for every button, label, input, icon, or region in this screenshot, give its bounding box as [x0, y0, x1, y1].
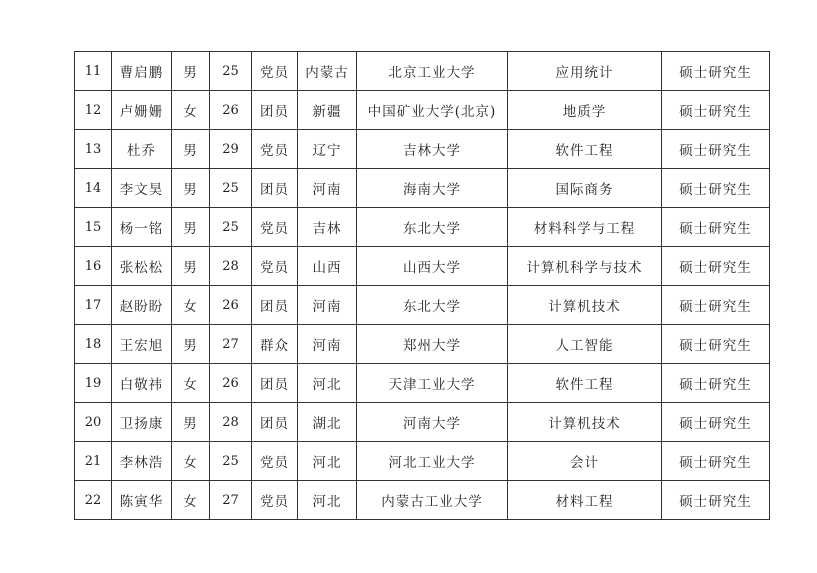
table-row	[75, 403, 770, 442]
major-cell: 地质学	[508, 91, 662, 130]
degree-cell: 硕士研究生	[662, 91, 770, 130]
name-cell: 赵盼盼	[112, 286, 172, 325]
university-cell: 郑州大学	[357, 325, 508, 364]
major-cell: 材料工程	[508, 481, 662, 520]
name-cell: 白敬祎	[112, 364, 172, 403]
political-status-cell: 党员	[252, 442, 298, 481]
hometown-cell: 河北	[298, 364, 357, 403]
gender-cell: 女	[172, 364, 210, 403]
degree-cell: 硕士研究生	[662, 442, 770, 481]
gender-cell: 男	[172, 130, 210, 169]
table-row	[75, 52, 770, 91]
name-cell: 陈寅华	[112, 481, 172, 520]
seq-cell: 11	[75, 52, 112, 91]
university-cell: 天津工业大学	[357, 364, 508, 403]
political-status-cell: 党员	[252, 208, 298, 247]
hometown-cell: 湖北	[298, 403, 357, 442]
hometown-cell: 辽宁	[298, 130, 357, 169]
political-status-cell: 团员	[252, 286, 298, 325]
seq-cell: 22	[75, 481, 112, 520]
name-cell: 张松松	[112, 247, 172, 286]
hometown-cell: 内蒙古	[298, 52, 357, 91]
table-row	[75, 286, 770, 325]
degree-cell: 硕士研究生	[662, 325, 770, 364]
name-cell: 李文昊	[112, 169, 172, 208]
name-cell: 李林浩	[112, 442, 172, 481]
age-cell: 26	[210, 286, 252, 325]
university-cell: 内蒙古工业大学	[357, 481, 508, 520]
age-cell: 26	[210, 364, 252, 403]
political-status-cell: 团员	[252, 91, 298, 130]
gender-cell: 女	[172, 91, 210, 130]
hometown-cell: 吉林	[298, 208, 357, 247]
name-cell: 杨一铭	[112, 208, 172, 247]
political-status-cell: 党员	[252, 247, 298, 286]
table-body	[75, 52, 770, 520]
name-cell: 卢姗姗	[112, 91, 172, 130]
name-cell: 曹启鹏	[112, 52, 172, 91]
major-cell: 国际商务	[508, 169, 662, 208]
age-cell: 29	[210, 130, 252, 169]
hometown-cell: 河南	[298, 169, 357, 208]
university-cell: 东北大学	[357, 208, 508, 247]
university-cell: 河南大学	[357, 403, 508, 442]
major-cell: 材料科学与工程	[508, 208, 662, 247]
hometown-cell: 山西	[298, 247, 357, 286]
major-cell: 计算机科学与技术	[508, 247, 662, 286]
gender-cell: 女	[172, 442, 210, 481]
age-cell: 28	[210, 247, 252, 286]
table-row	[75, 325, 770, 364]
name-cell: 王宏旭	[112, 325, 172, 364]
major-cell: 软件工程	[508, 130, 662, 169]
degree-cell: 硕士研究生	[662, 403, 770, 442]
age-cell: 25	[210, 208, 252, 247]
hometown-cell: 新疆	[298, 91, 357, 130]
table-row	[75, 364, 770, 403]
major-cell: 人工智能	[508, 325, 662, 364]
degree-cell: 硕士研究生	[662, 286, 770, 325]
university-cell: 吉林大学	[357, 130, 508, 169]
seq-cell: 14	[75, 169, 112, 208]
major-cell: 应用统计	[508, 52, 662, 91]
hometown-cell: 河北	[298, 442, 357, 481]
hometown-cell: 河北	[298, 481, 357, 520]
table-row	[75, 442, 770, 481]
university-cell: 山西大学	[357, 247, 508, 286]
major-cell: 计算机技术	[508, 286, 662, 325]
political-status-cell: 党员	[252, 52, 298, 91]
age-cell: 27	[210, 325, 252, 364]
hometown-cell: 河南	[298, 325, 357, 364]
age-cell: 28	[210, 403, 252, 442]
gender-cell: 男	[172, 403, 210, 442]
major-cell: 软件工程	[508, 364, 662, 403]
gender-cell: 男	[172, 247, 210, 286]
seq-cell: 15	[75, 208, 112, 247]
degree-cell: 硕士研究生	[662, 247, 770, 286]
hometown-cell: 河南	[298, 286, 357, 325]
seq-cell: 13	[75, 130, 112, 169]
university-cell: 海南大学	[357, 169, 508, 208]
university-cell: 中国矿业大学(北京)	[357, 91, 508, 130]
seq-cell: 18	[75, 325, 112, 364]
age-cell: 25	[210, 52, 252, 91]
degree-cell: 硕士研究生	[662, 130, 770, 169]
table-row	[75, 481, 770, 520]
seq-cell: 17	[75, 286, 112, 325]
seq-cell: 12	[75, 91, 112, 130]
political-status-cell: 党员	[252, 130, 298, 169]
political-status-cell: 党员	[252, 481, 298, 520]
name-cell: 杜乔	[112, 130, 172, 169]
political-status-cell: 团员	[252, 169, 298, 208]
major-cell: 计算机技术	[508, 403, 662, 442]
degree-cell: 硕士研究生	[662, 481, 770, 520]
gender-cell: 男	[172, 208, 210, 247]
age-cell: 26	[210, 91, 252, 130]
gender-cell: 女	[172, 286, 210, 325]
degree-cell: 硕士研究生	[662, 364, 770, 403]
university-cell: 北京工业大学	[357, 52, 508, 91]
table-row	[75, 169, 770, 208]
seq-cell: 21	[75, 442, 112, 481]
gender-cell: 男	[172, 52, 210, 91]
major-cell: 会计	[508, 442, 662, 481]
table-row	[75, 208, 770, 247]
table-row	[75, 130, 770, 169]
table-row	[75, 91, 770, 130]
seq-cell: 19	[75, 364, 112, 403]
age-cell: 27	[210, 481, 252, 520]
age-cell: 25	[210, 442, 252, 481]
name-cell: 卫扬康	[112, 403, 172, 442]
candidate-table	[74, 51, 770, 520]
university-cell: 东北大学	[357, 286, 508, 325]
degree-cell: 硕士研究生	[662, 169, 770, 208]
seq-cell: 20	[75, 403, 112, 442]
seq-cell: 16	[75, 247, 112, 286]
political-status-cell: 群众	[252, 325, 298, 364]
degree-cell: 硕士研究生	[662, 208, 770, 247]
gender-cell: 男	[172, 325, 210, 364]
gender-cell: 女	[172, 481, 210, 520]
political-status-cell: 团员	[252, 403, 298, 442]
gender-cell: 男	[172, 169, 210, 208]
university-cell: 河北工业大学	[357, 442, 508, 481]
age-cell: 25	[210, 169, 252, 208]
table-row	[75, 247, 770, 286]
political-status-cell: 团员	[252, 364, 298, 403]
degree-cell: 硕士研究生	[662, 52, 770, 91]
